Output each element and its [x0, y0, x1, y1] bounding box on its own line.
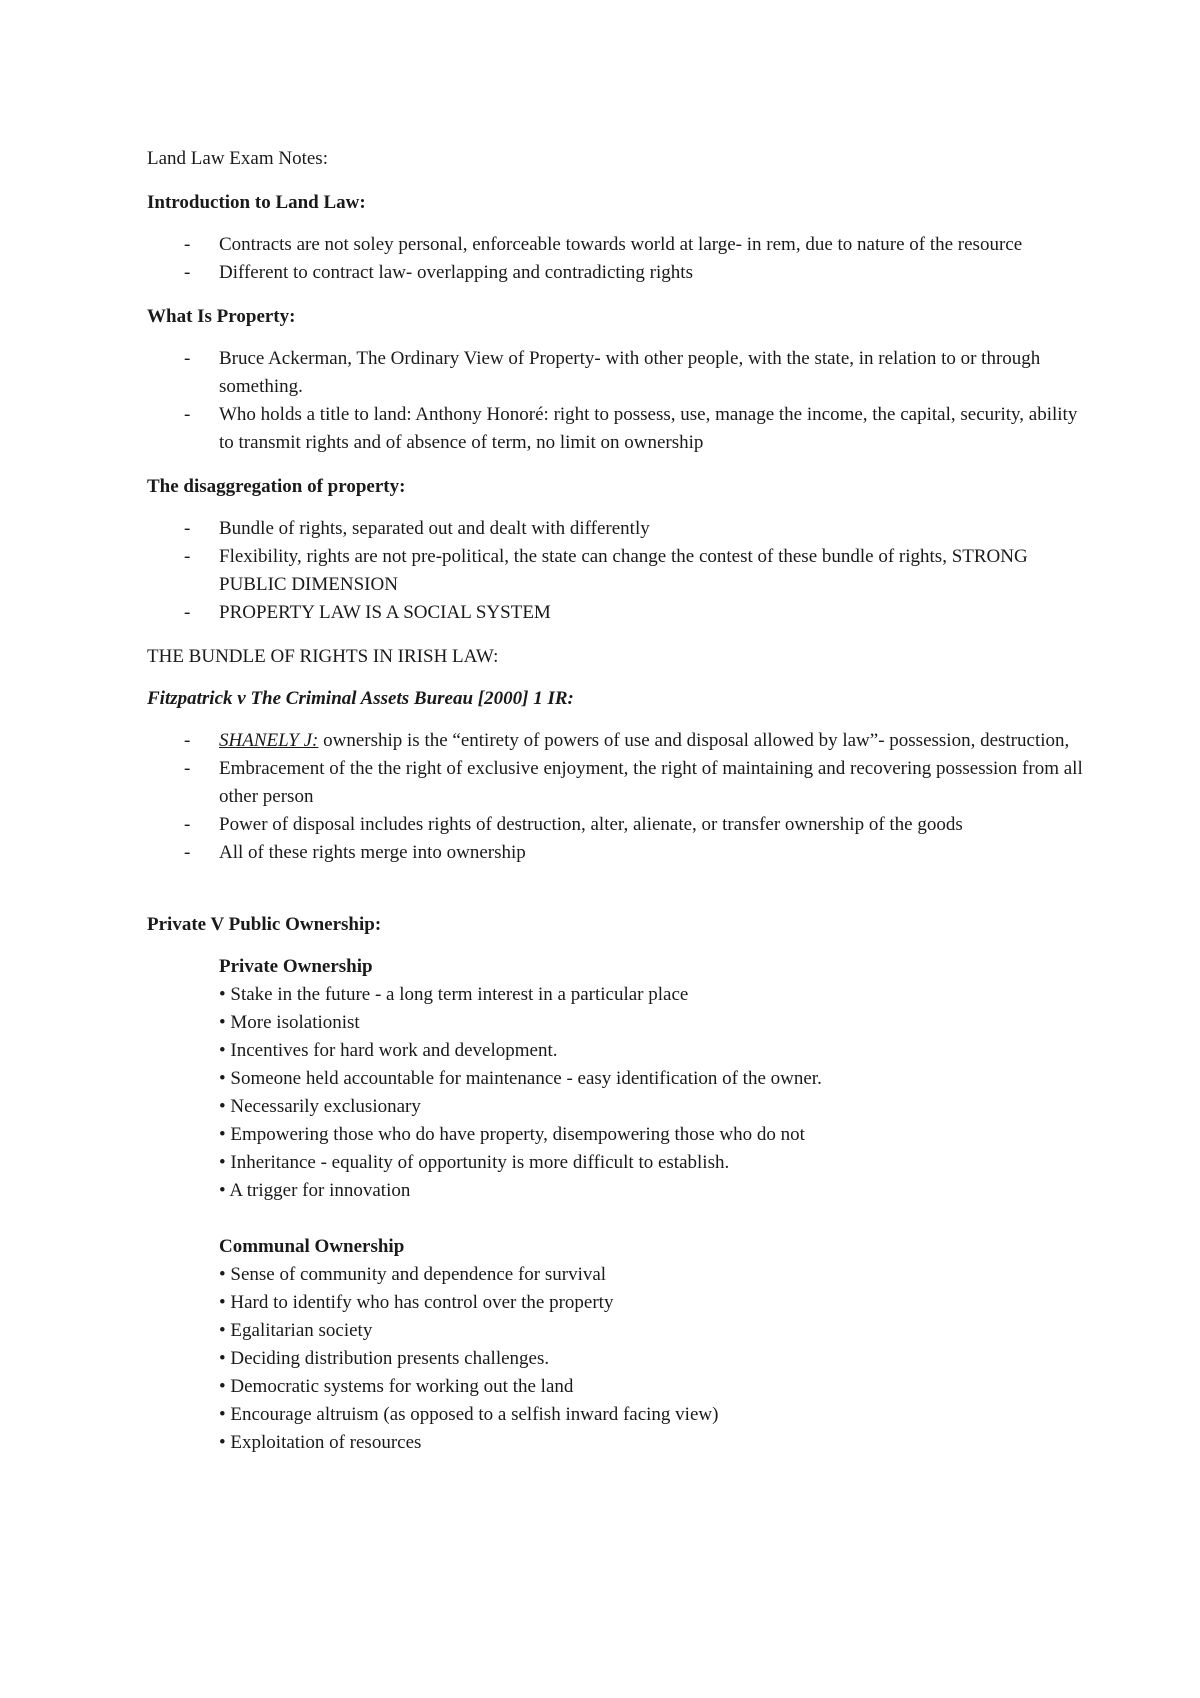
list-item	[147, 599, 1087, 627]
list-item: • Deciding distribution presents challenges.	[219, 1348, 550, 1369]
document-page	[147, 145, 1087, 1485]
list-item: • Encourage altruism (as opposed to a selfish inward facing view)	[219, 1404, 719, 1425]
dash-marker: -	[184, 758, 191, 779]
list-property	[147, 345, 1087, 457]
list-item	[147, 839, 1087, 867]
list-item	[147, 811, 1087, 839]
judge-name: SHANELY J:	[219, 730, 319, 751]
list-item: • Democratic systems for working out the land	[219, 1376, 574, 1397]
spacer	[147, 883, 1087, 911]
private-ownership-block	[219, 953, 1087, 1457]
list-intro	[147, 231, 1087, 287]
list-item: • Inheritance - equality of opportunity is more difficult to establish.	[219, 1152, 730, 1173]
list-item: • Sense of community and dependence for survival	[219, 1264, 607, 1285]
list-item-text: Different to contract law- overlapping and contradicting rights	[219, 262, 693, 283]
dash-marker: -	[184, 234, 191, 255]
dash-marker: -	[184, 518, 191, 539]
list-item	[147, 515, 1087, 543]
heading-intro: Introduction to Land Law:	[147, 192, 366, 213]
dash-marker: -	[184, 814, 191, 835]
list-item: • Someone held accountable for maintenance - easy identification of the owner.	[219, 1068, 822, 1089]
dash-marker: -	[184, 546, 191, 567]
list-item-text: Who holds a title to land: Anthony Honoré: right to possess, use, manage the income, the capital, security, ability to transmit rights and of absence of term, no limit on ownership	[219, 404, 1078, 453]
dash-marker: -	[184, 730, 191, 751]
list-item: • Incentives for hard work and development.	[219, 1040, 558, 1061]
list-item-text: All of these rights merge into ownership	[219, 842, 526, 863]
heading-irish-law: THE BUNDLE OF RIGHTS IN IRISH LAW:	[147, 646, 499, 667]
list-item: • Stake in the future - a long term interest in a particular place	[219, 984, 689, 1005]
dash-marker: -	[184, 348, 191, 369]
communal-ownership-heading: Communal Ownership	[219, 1236, 405, 1257]
list-item-text: Contracts are not soley personal, enforceable towards world at large- in rem, due to nature of the resource	[219, 234, 1023, 255]
list-item: • More isolationist	[219, 1012, 360, 1033]
list-item-text: PROPERTY LAW IS A SOCIAL SYSTEM	[219, 602, 551, 623]
list-item-text: Flexibility, rights are not pre-political, the state can change the contest of these bundle of rights, STRONG PUBLIC DIMENSION	[219, 546, 1028, 595]
communal-ownership-list	[219, 1261, 1087, 1457]
list-item	[147, 345, 1087, 401]
list-item	[147, 543, 1087, 599]
list-irish-law	[147, 727, 1087, 867]
list-item	[147, 259, 1087, 287]
list-item: • Exploitation of resources	[219, 1432, 422, 1453]
dash-marker: -	[184, 602, 191, 623]
heading-disaggregation: The disaggregation of property:	[147, 476, 406, 497]
heading-ownership: Private V Public Ownership:	[147, 914, 382, 935]
document-title: Land Law Exam Notes:	[147, 148, 328, 169]
list-item: • Necessarily exclusionary	[219, 1096, 421, 1117]
list-item-text: Power of disposal includes rights of destruction, alter, alienate, or transfer ownership of the goods	[219, 814, 963, 835]
dash-marker: -	[184, 842, 191, 863]
list-item: • Empowering those who do have property, disempowering those who do not	[219, 1124, 805, 1145]
list-item: • A trigger for innovation	[219, 1180, 411, 1201]
list-item-text: Bruce Ackerman, The Ordinary View of Property- with other people, with the state, in relation to or through something.	[219, 348, 1041, 397]
dash-marker: -	[184, 404, 191, 425]
list-item	[147, 727, 1087, 755]
list-item	[147, 755, 1087, 811]
case-title: Fitzpatrick v The Criminal Assets Bureau [2000] 1 IR:	[147, 688, 574, 709]
heading-property: What Is Property:	[147, 306, 296, 327]
list-item-text: Embracement of the the right of exclusive enjoyment, the right of maintaining and recovering possession from all other person	[219, 758, 1083, 807]
private-ownership-list	[219, 981, 1087, 1205]
list-item: • Hard to identify who has control over the property	[219, 1292, 614, 1313]
list-item: • Egalitarian society	[219, 1320, 373, 1341]
private-ownership-heading: Private Ownership	[219, 956, 373, 977]
list-item	[147, 401, 1087, 457]
list-disaggregation	[147, 515, 1087, 627]
list-item-text: ownership is the “entirety of powers of use and disposal allowed by law”- possession, destruction,	[318, 730, 1070, 751]
list-item	[147, 231, 1087, 259]
list-item-text: Bundle of rights, separated out and dealt with differently	[219, 518, 650, 539]
dash-marker: -	[184, 262, 191, 283]
